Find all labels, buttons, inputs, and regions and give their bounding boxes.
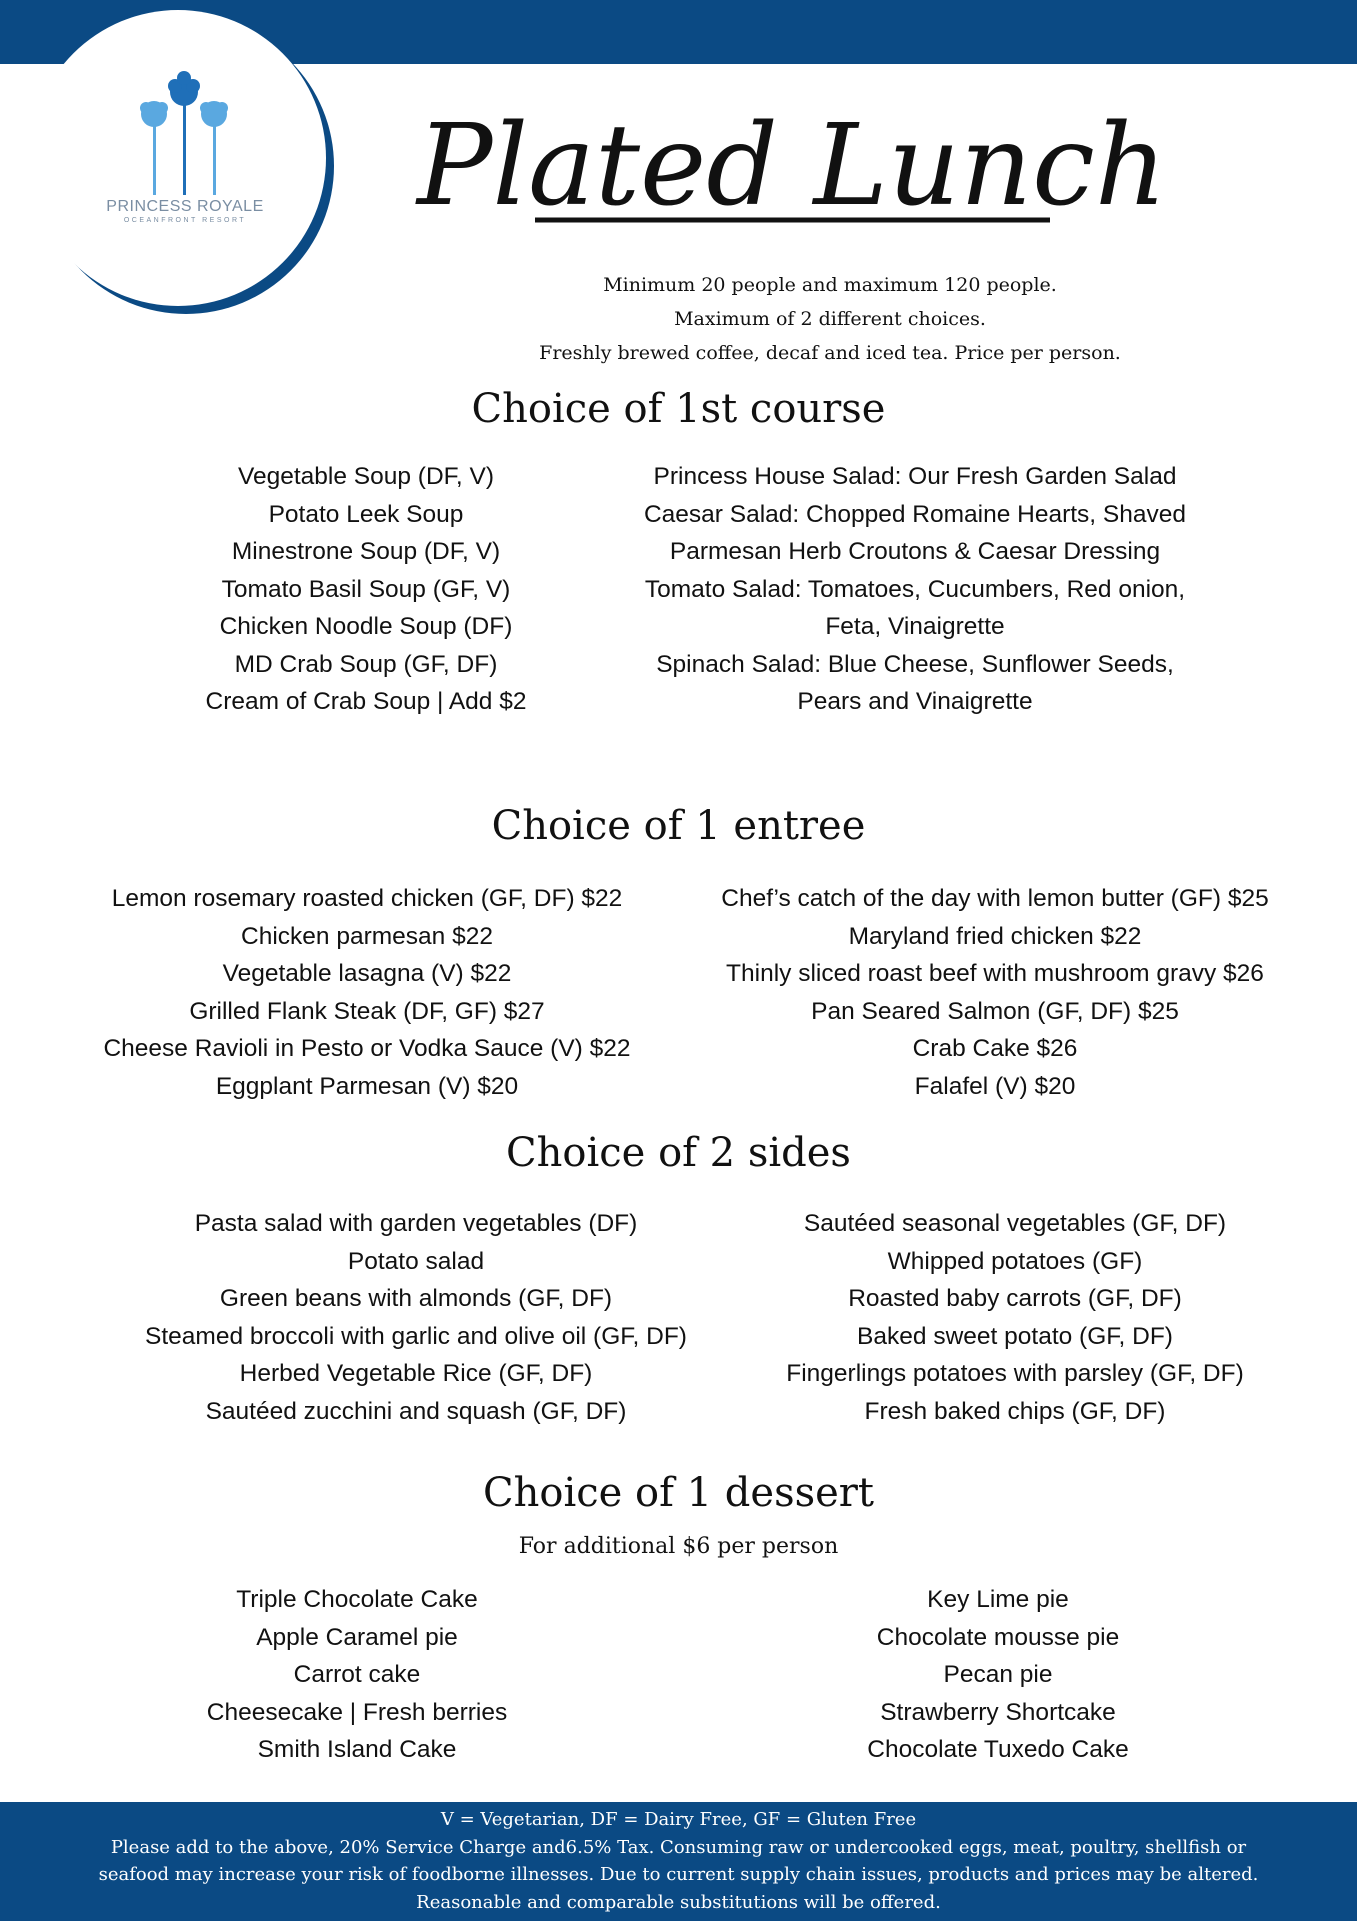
list-item: Thinly sliced roast beef with mushroom gravy $26 (726, 960, 1264, 987)
list-item: Whipped potatoes (GF) (887, 1247, 1143, 1275)
list-item: Green beans with almonds (GF, DF) (219, 1285, 613, 1312)
list-item: Roasted baby carrots (GF, DF) (848, 1285, 1182, 1312)
list-item: Princess House Salad: Our Fresh Garden Salad (653, 463, 1177, 490)
list-item: MD Crab Soup (GF, DF) (234, 650, 498, 678)
list-item: Smith Island Cake (257, 1736, 457, 1763)
logo-name: PRINCESS ROYALE (106, 198, 264, 215)
entree-right-list (680, 880, 1310, 1105)
list-item: Falafel (V) $20 (914, 1072, 1076, 1100)
list-item: Triple Chocolate Cake (236, 1586, 478, 1613)
list-item: Eggplant Parmesan (V) $20 (215, 1072, 519, 1100)
list-item: Lemon rosemary roasted chicken (GF, DF) $22 (111, 885, 623, 912)
dessert-left-list (157, 1581, 557, 1769)
list-item: Carrot cake (293, 1661, 421, 1688)
logo-text (60, 198, 310, 224)
list-item: Steamed broccoli with garlic and olive oil (GF, DF) (145, 1322, 687, 1350)
footer-line: seafood may increase your risk of foodborne illnesses. Due to current supply chain issues, products and prices may be altered. (98, 1864, 1259, 1885)
list-item: Fresh baked chips (GF, DF) (864, 1397, 1166, 1425)
list-item: Maryland fried chicken $22 (848, 922, 1142, 950)
list-item: Tomato Basil Soup (GF, V) (221, 575, 511, 603)
list-item: Potato salad (347, 1247, 485, 1275)
intro-line: Maximum of 2 different choices. (674, 308, 986, 330)
intro-text (500, 268, 1160, 370)
list-item: Caesar Salad: Chopped Romaine Hearts, Shaved (643, 500, 1187, 528)
entree-left-list (52, 880, 682, 1105)
list-item: Fingerlings potatoes with parsley (GF, DF) (786, 1360, 1244, 1387)
list-item: Pears and Vinaigrette (797, 688, 1033, 715)
sides-right-list (735, 1205, 1295, 1430)
list-item: Vegetable Soup (DF, V) (237, 463, 495, 490)
list-item: Spinach Salad: Blue Cheese, Sunflower Seeds, (656, 650, 1174, 678)
list-item: Minestrone Soup (DF, V) (231, 538, 501, 565)
list-item: Cream of Crab Soup | Add $2 (205, 688, 527, 715)
list-item: Parmesan Herb Croutons & Caesar Dressing (669, 538, 1161, 565)
list-item: Vegetable lasagna (V) $22 (222, 960, 512, 987)
salads-list (605, 458, 1225, 721)
sides-heading: Choice of 2 sides (506, 1130, 851, 1176)
list-item: Chicken parmesan $22 (241, 922, 493, 950)
footer-line: Reasonable and comparable substitutions will be offered. (416, 1891, 941, 1913)
list-item: Chocolate mousse pie (876, 1623, 1120, 1651)
list-item: Tomato Salad: Tomatoes, Cucumbers, Red onion, (644, 575, 1186, 603)
list-item: Sautéed zucchini and squash (GF, DF) (205, 1397, 627, 1425)
list-item: Strawberry Shortcake (880, 1698, 1116, 1726)
list-item: Sautéed seasonal vegetables (GF, DF) (803, 1210, 1227, 1237)
list-item: Apple Caramel pie (256, 1623, 458, 1651)
list-item: Pasta salad with garden vegetables (DF) (194, 1210, 638, 1237)
dessert-subheading: For additional $6 per person (518, 1534, 839, 1559)
list-item: Crab Cake $26 (912, 1035, 1078, 1062)
list-item: Herbed Vegetable Rice (GF, DF) (239, 1360, 593, 1387)
footer-line: Please add to the above, 20% Service Charge and6.5% Tax. Consuming raw or undercooked eggs, meat, poultry, shellfish or (110, 1836, 1247, 1858)
list-item: Chocolate Tuxedo Cake (867, 1736, 1129, 1763)
sides-left-list (96, 1205, 736, 1430)
entree-heading: Choice of 1 entree (491, 803, 866, 849)
first-course-heading: Choice of 1st course (471, 386, 886, 432)
soups-list (166, 458, 566, 721)
logo-subtitle: OCEANFRONT RESORT (123, 217, 247, 224)
intro-line: Freshly brewed coffee, decaf and iced tea. Price per person. (539, 342, 1121, 364)
footer-line: V = Vegetarian, DF = Dairy Free, GF = Gluten Free (440, 1809, 917, 1830)
list-item: Cheesecake | Fresh berries (206, 1698, 508, 1726)
dessert-heading: Choice of 1 dessert (483, 1470, 874, 1516)
intro-line: Minimum 20 people and maximum 120 people. (603, 274, 1057, 296)
list-item: Pecan pie (943, 1661, 1053, 1688)
list-item: Baked sweet potato (GF, DF) (857, 1322, 1173, 1350)
list-item: Key Lime pie (927, 1586, 1069, 1613)
list-item: Potato Leek Soup (268, 500, 464, 528)
list-item: Cheese Ravioli in Pesto or Vodka Sauce (V) $22 (103, 1035, 631, 1062)
list-item: Feta, Vinaigrette (825, 613, 1005, 640)
palm-trees-logo-icon (100, 70, 270, 200)
page-title-text: Plated Lunch (416, 101, 1168, 231)
list-item: Grilled Flank Steak (DF, GF) $27 (189, 997, 545, 1025)
footer-text (0, 1806, 1357, 1916)
list-item: Chef’s catch of the day with lemon butter (GF) $25 (721, 885, 1269, 912)
page-title (416, 86, 1168, 256)
list-item: Chicken Noodle Soup (DF) (219, 613, 513, 640)
dessert-right-list (798, 1581, 1198, 1769)
list-item: Pan Seared Salmon (GF, DF) $25 (811, 997, 1179, 1025)
